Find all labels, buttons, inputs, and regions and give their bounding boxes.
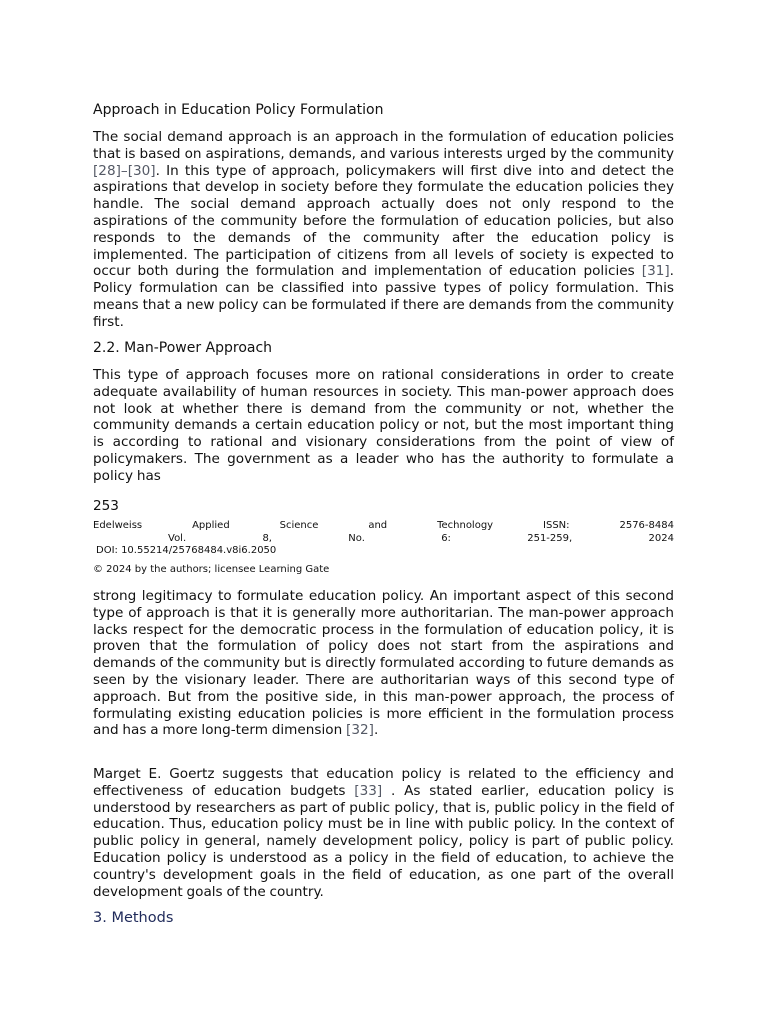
copyright-notice: © 2024 by the authors; licensee Learning Gate bbox=[93, 563, 330, 575]
section-heading-methods: 3. Methods bbox=[93, 910, 174, 926]
page-number: 253 bbox=[93, 498, 119, 514]
citation-link[interactable]: [33] bbox=[354, 782, 383, 799]
section-heading-man-power: 2.2. Man-Power Approach bbox=[93, 340, 273, 356]
doi[interactable]: DOI: 10.55214/25768484.v8i6.2050 bbox=[96, 545, 277, 556]
continuation-paragraph bbox=[93, 588, 674, 739]
citation-link[interactable]: [31] bbox=[641, 263, 670, 280]
body-paragraph: strong legitimacy to formulate education policy. An important aspect of this second type of approach is that it is generally more authoritarian. The man-power approach lacks respect for the democratic process in the formulation of education policy, it is proven that the formulation of policy does not start from the aspirations and demands of the community but is directly formulated according to future demands as seen by the visionary leader. There are authoritarian ways of this second type of approach. But from the positive side, in this man-power approach, the process of formulating existing education policies is more efficient in the formulation process and has a more long-term dimension [32]. bbox=[93, 588, 674, 739]
journal-volume-row: Vol. 8, No. 6: 251-259, 2024 bbox=[168, 532, 674, 544]
body-paragraph: This type of approach focuses more on rational considerations in order to create adequate availability of human resources in society. This man-power approach does not look at whether there is demand from the community or not, whether the community demands a certain education policy or not, but the most important thing is according to rational and visionary considerations from the point of view of policymakers. The government as a leader who has the authority to formulate a policy has bbox=[93, 367, 674, 484]
body-paragraph: The social demand approach is an approach in the formulation of education policies that is based on aspirations, demands, and various interests urged by the community [28]–[30]. In this type of approach, policymakers will first dive into and detect the aspirations that develop in society before they formulate the education policies they handle. The social demand approach actually does not only respond to the aspirations of the community before the formulation of education policies, but also responds to the demands of the community after the education policy is implemented. The participation of citizens from all levels of society is expected to occur both during the formulation and implementation of education policies [31]. Policy formulation can be classified into passive types of policy formulation. This means that a new policy can be formulated if there are demands from the community first. bbox=[93, 129, 674, 330]
section-heading-social-demand: Approach in Education Policy Formulation bbox=[93, 102, 384, 118]
goertz-paragraph bbox=[93, 766, 674, 900]
citation-link[interactable]: [32] bbox=[346, 722, 374, 739]
journal-title-row: Edelweiss Applied Science and Technology ISSN: 2576-8484 bbox=[93, 520, 674, 531]
social-demand-paragraph bbox=[93, 129, 674, 331]
body-paragraph: Marget E. Goertz suggests that education policy is related to the efficiency and effectiveness of education budgets [33] . As stated earlier, education policy is understood by researchers as part of public policy, that is, public policy in the field of education. Thus, education policy must be in line with public policy. In the context of public policy in general, namely development policy, policy is part of public policy. Education policy is understood as a policy in the field of education, to achieve the country's development goals in the field of education, as one part of the overall development goals of the country. bbox=[93, 766, 675, 900]
man-power-paragraph bbox=[93, 367, 674, 485]
journal-header bbox=[93, 520, 674, 576]
citation-link[interactable]: [28]–[30] bbox=[93, 162, 156, 179]
